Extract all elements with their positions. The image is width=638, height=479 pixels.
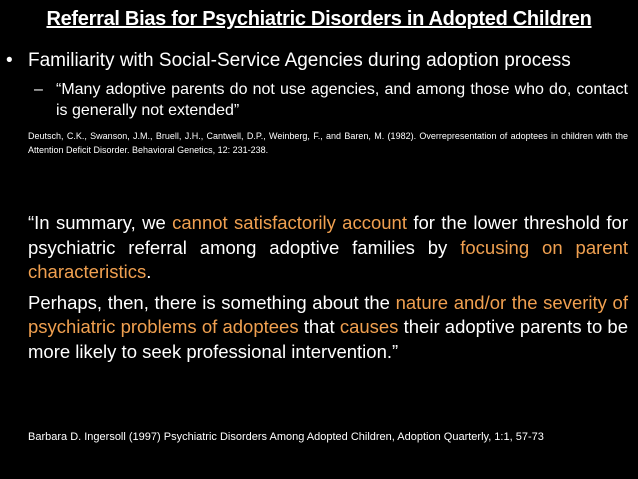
bullet-item	[6, 48, 628, 73]
quote2-highlight-2: causes	[339, 316, 399, 337]
quote2-part2: that	[298, 316, 340, 337]
quote-paragraph-2	[28, 291, 628, 365]
ingersoll-citation: Barbara D. Ingersoll (1997) Psychiatric Disorders Among Adopted Children, Adoption Quarterly, 1:1, 57-73	[28, 431, 544, 443]
bullet-block	[6, 48, 628, 157]
quote1-part1: “In summary, we	[28, 212, 173, 233]
bullet-text: Familiarity with Social-Service Agencies during adoption process	[28, 50, 571, 71]
quote2-part3: their adoptive parents to be more likely to seek professional intervention.”	[28, 316, 628, 362]
quote-paragraph-1	[28, 211, 628, 285]
quote1-highlight-1: cannot satisfactorily account	[172, 212, 407, 233]
sub-bullet-item	[34, 79, 628, 121]
quote1-part2: for the lower threshold for psychiatric referral among adoptive families by	[28, 212, 628, 258]
sub-bullet-text: “Many adoptive parents do not use agencies, and among those who do, contact is generally not extended”	[56, 81, 628, 119]
quote-block	[28, 211, 628, 364]
bullet-marker: •	[6, 50, 13, 71]
slide-title: Referral Bias for Psychiatric Disorders in Adopted Children	[46, 8, 592, 30]
quote1-part3: .	[146, 261, 152, 282]
quote2-highlight-1: nature and/or the severity of psychiatric problems of adoptees	[28, 291, 628, 337]
quote1-highlight-2: focusing on parent characteristics	[28, 236, 628, 282]
quote2-part1: Perhaps, then, there is something about the	[28, 291, 396, 313]
deutsch-citation: Deutsch, C.K., Swanson, J.M., Bruell, J.H., Cantwell, D.P., Weinberg, F., and Baren, M. (1982). Overrepresentation of adoptees in children with the Attention Deficit Disorder. Behavioral Genetics, 12: 231-238.	[28, 131, 628, 155]
sub-bullet-marker: –	[34, 81, 43, 98]
